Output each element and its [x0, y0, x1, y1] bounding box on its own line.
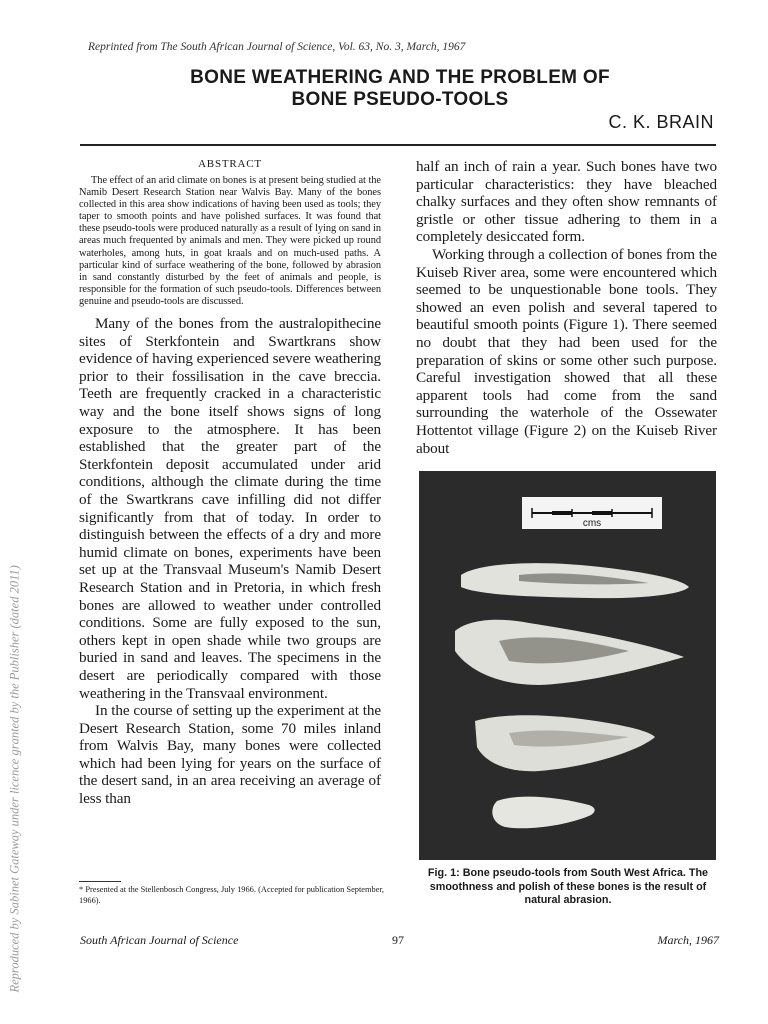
footnote: * Presented at the Stellenbosch Congress, July 1966. (Accepted for publication September, 1966).	[79, 885, 384, 905]
title-line-1: BONE WEATHERING AND THE PROBLEM OF	[190, 67, 610, 88]
body-paragraph-3: half an inch of rain a year. Such bones have two particular characteristics: they have bleached chalky surfaces and they often show remnants of gristle or other tissue adhering to them in a completely desiccated form.	[416, 158, 717, 246]
footnote-rule	[79, 881, 121, 882]
abstract-text: The effect of an arid climate on bones is at present being studied at the Namib Desert Research Station near Walvis Bay. Many of the bones collected in this area show indications of having been used as tools; they taper to smooth points and have polished surfaces. It was found that these pseudo-tools were produced naturally as a result of lying on sand in areas much frequented by animals and men. They were picked up round waterholes, among huts, in goat kraals and on much-used paths. A particular kind of surface weathering of the bone, followed by abrasion in sand constantly disturbed by the feet of animals and people, is responsible for the formation of such pseudo-tools. Differences between genuine and pseudo-tools are discussed.	[79, 175, 381, 307]
figure-photo	[419, 471, 716, 860]
body-paragraph-4: Working through a collection of bones from the Kuiseb River area, some were encountered which seemed to be unquestionable bone tools. They showed an even polish and several tapered to beautiful smooth points (Figure 1). There seemed no doubt that they had been used for the preparation of skins or some other such purpose. Careful investigation showed that all these apparent tools had come from the sand surrounding the waterhole of the Ossewater Hottentot village (Figure 2) on the Kuiseb River about	[416, 245, 717, 457]
footer-date: March, 1967	[657, 933, 719, 947]
article-title	[120, 67, 680, 111]
left-column	[79, 158, 381, 808]
bone-photo-illustration	[419, 471, 716, 860]
header-rule	[80, 144, 716, 146]
scale-label: cms	[582, 518, 602, 529]
reprint-note: Reprinted from The South African Journal of Science, Vol. 63, No. 3, March, 1967	[88, 41, 466, 53]
author: C. K. BRAIN	[608, 112, 714, 132]
abstract-heading: ABSTRACT	[198, 158, 262, 170]
body-paragraph-2: In the course of setting up the experiment at the Desert Research Station, some 70 miles inland from Walvis Bay, many bones were collected which had been lying for years on the surface of the desert sand, in an area receiving an average of less than	[79, 702, 381, 808]
figure-caption: Fig. 1: Bone pseudo-tools from South West Africa. The smoothness and polish of these bones is the result of natural abrasion.	[427, 867, 709, 906]
body-paragraph-1: Many of the bones from the australopithecine sites of Sterkfontein and Swartkrans show evidence of having experienced severe weathering prior to their fossilisation in the cave breccia. Teeth are frequently cracked in a characteristic way and the bone itself shows signs of long exposure to the atmosphere. It has been established that the greater part of the Sterkfontein deposit accumulated under arid conditions, although the climate during the time of the Swartkrans cave infilling did not differ significantly from that of today. In order to distinguish between the effects of a dry and more humid climate on bones, experiments have been set up at the Transvaal Museum's Namib Desert Research Station and in Pretoria, in which fresh bones are allowed to weather under controlled conditions. Some are fully exposed to the sun, others kept in open shade while two groups are buried in sand and leaves. The specimens in the desert are periodically compared with those weathering in the Transvaal environment.	[79, 315, 381, 702]
scale-bar	[522, 497, 662, 529]
title-line-2: BONE PSEUDO-TOOLS	[291, 89, 509, 110]
right-column	[416, 158, 717, 457]
footer-journal: South African Journal of Science	[80, 933, 239, 947]
page-number: 97	[392, 933, 404, 947]
licence-side-note: Reproduced by Sabinet Gateway under licence granted by the Publisher (dated 2011)	[7, 565, 22, 993]
